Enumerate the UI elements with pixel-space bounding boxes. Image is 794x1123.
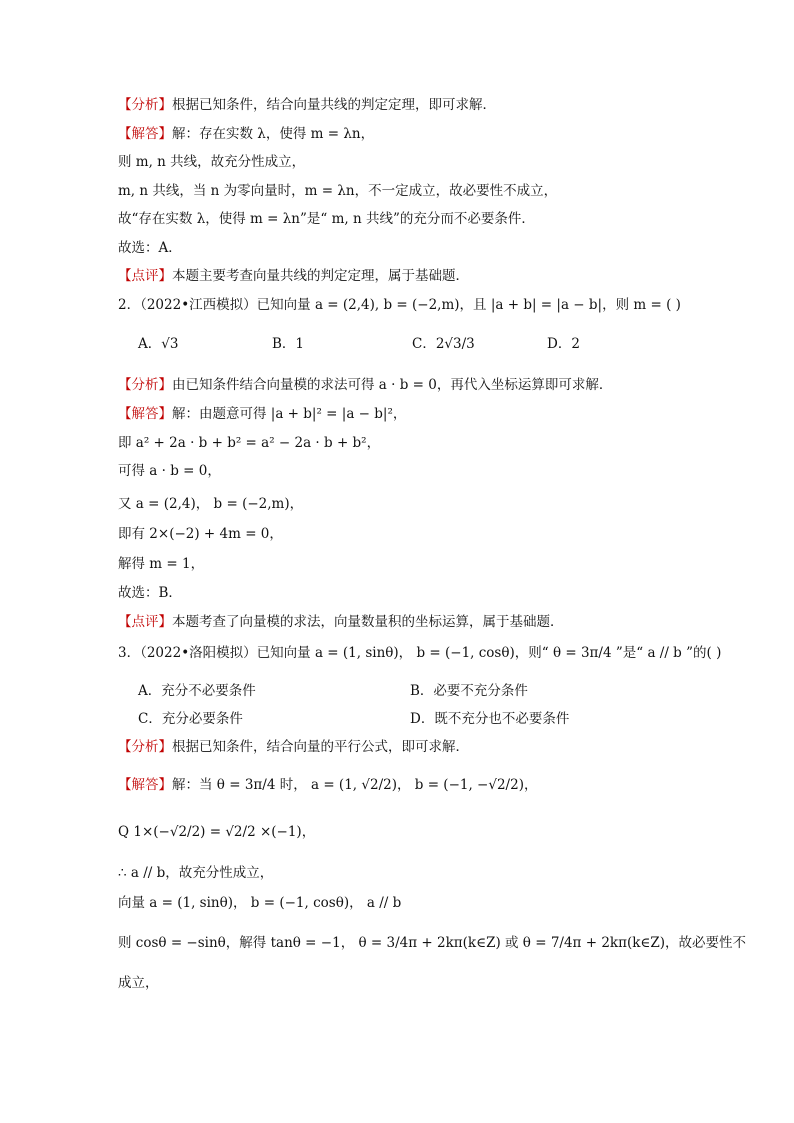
analysis-text: 由已知条件结合向量模的求法可得 a · b = 0，再代入坐标运算即可求解．: [172, 377, 613, 393]
line-text: 解得 m = 1，: [118, 556, 205, 572]
solution-tag: 【解答】: [118, 406, 172, 422]
solution-text: 解：当 θ = 3π/4 时， a = (1, √2/2)， b = (−1, −√2/2)，: [172, 777, 538, 793]
comment-tag: 【点评】: [118, 268, 172, 284]
option-a: A．√3: [138, 336, 179, 352]
question-3: [118, 643, 721, 663]
line-text: 即有 2×(−2) + 4m = 0，: [118, 526, 283, 542]
text-line: [118, 973, 159, 993]
analysis-text: 根据已知条件，结合向量的平行公式，即可求解．: [172, 739, 469, 755]
line-text: 向量 a = (1, sinθ)， b = (−1, cosθ)， a // b: [118, 895, 402, 911]
line-text: 则 cosθ = −sinθ，解得 tanθ = −1， θ = 3/4π + 2kπ(k∈Z) 或 θ = 7/4π + 2kπ(k∈Z)，故必要性不: [118, 935, 747, 951]
line-text: 又 a = (2,4)， b = (−2,m)，: [118, 496, 304, 512]
line-text: 故选：B．: [118, 585, 182, 601]
text-line: [118, 933, 746, 953]
analysis-text: 根据已知条件，结合向量共线的判定定理，即可求解．: [172, 97, 496, 113]
answer-line: [118, 238, 182, 258]
solution-line: [118, 124, 374, 144]
line-text: 则 m, n 共线，故充分性成立，: [118, 154, 306, 170]
line-text: m, n 共线，当 n 为零向量时，m = λn，不一定成立，故必要性不成立，: [118, 183, 558, 199]
analysis-tag: 【分析】: [118, 97, 172, 113]
line-text: Q 1×(−√2/2) = √2/2 ×(−1)，: [118, 824, 316, 840]
analysis-tag: 【分析】: [118, 739, 172, 755]
option-b: B．1: [272, 336, 305, 352]
question-text: 2．（2022•江西模拟）已知向量 a = (2,4), b = (−2,m)，且 |a + b| = |a − b|，则 m = ( ): [118, 297, 681, 313]
line-text: 成立，: [118, 975, 159, 991]
comment-line: [118, 612, 564, 632]
analysis-line: [118, 737, 469, 757]
comment-line: [118, 266, 469, 286]
text-line: [118, 433, 380, 453]
solution-text: 解：由题意可得 |a + b|² = |a − b|²，: [172, 406, 407, 422]
solution-text: 解：存在实数 λ，使得 m = λn，: [172, 126, 375, 142]
line-text: 可得 a · b = 0，: [118, 463, 221, 479]
option-c: C．充分必要条件: [138, 711, 243, 727]
analysis-line: [118, 95, 496, 115]
comment-tag: 【点评】: [118, 614, 172, 630]
text-line: [118, 822, 315, 842]
text-line: [118, 181, 557, 201]
text-line: [118, 209, 535, 229]
text-line: [118, 494, 303, 514]
option-d: D．既不充分也不必要条件: [410, 711, 570, 727]
comment-text: 本题考查了向量模的求法，向量数量积的坐标运算，属于基础题．: [172, 614, 564, 630]
option-d: D．2: [547, 336, 580, 352]
text-line: [118, 893, 401, 913]
question-text: 3．（2022•洛阳模拟）已知向量 a = (1, sinθ)， b = (−1, cosθ)，则“ θ = 3π/4 ”是“ a // b ”的( ): [118, 645, 722, 661]
question-2: [118, 295, 681, 315]
answer-line: [118, 583, 182, 603]
line-text: 故选：A．: [118, 240, 182, 256]
text-line: [118, 863, 273, 883]
option-c: C．2√3/3: [412, 336, 475, 352]
option-b: B．必要不充分条件: [410, 683, 528, 699]
solution-tag: 【解答】: [118, 777, 172, 793]
text-line: [118, 461, 221, 481]
line-text: 即 a² + 2a · b + b² = a² − 2a · b + b²，: [118, 435, 381, 451]
analysis-tag: 【分析】: [118, 377, 172, 393]
solution-line: [118, 775, 537, 795]
analysis-line: [118, 375, 612, 395]
text-line: [118, 524, 283, 544]
solution-line: [118, 404, 406, 424]
text-line: [118, 554, 204, 574]
line-text: ∴ a // b，故充分性成立，: [118, 865, 274, 881]
line-text: 故“存在实数 λ，使得 m = λn”是“ m, n 共线”的充分而不必要条件．: [118, 211, 535, 227]
solution-tag: 【解答】: [118, 126, 172, 142]
text-line: [118, 152, 305, 172]
comment-text: 本题主要考查向量共线的判定定理，属于基础题．: [172, 268, 469, 284]
option-a: A．充分不必要条件: [138, 683, 256, 699]
